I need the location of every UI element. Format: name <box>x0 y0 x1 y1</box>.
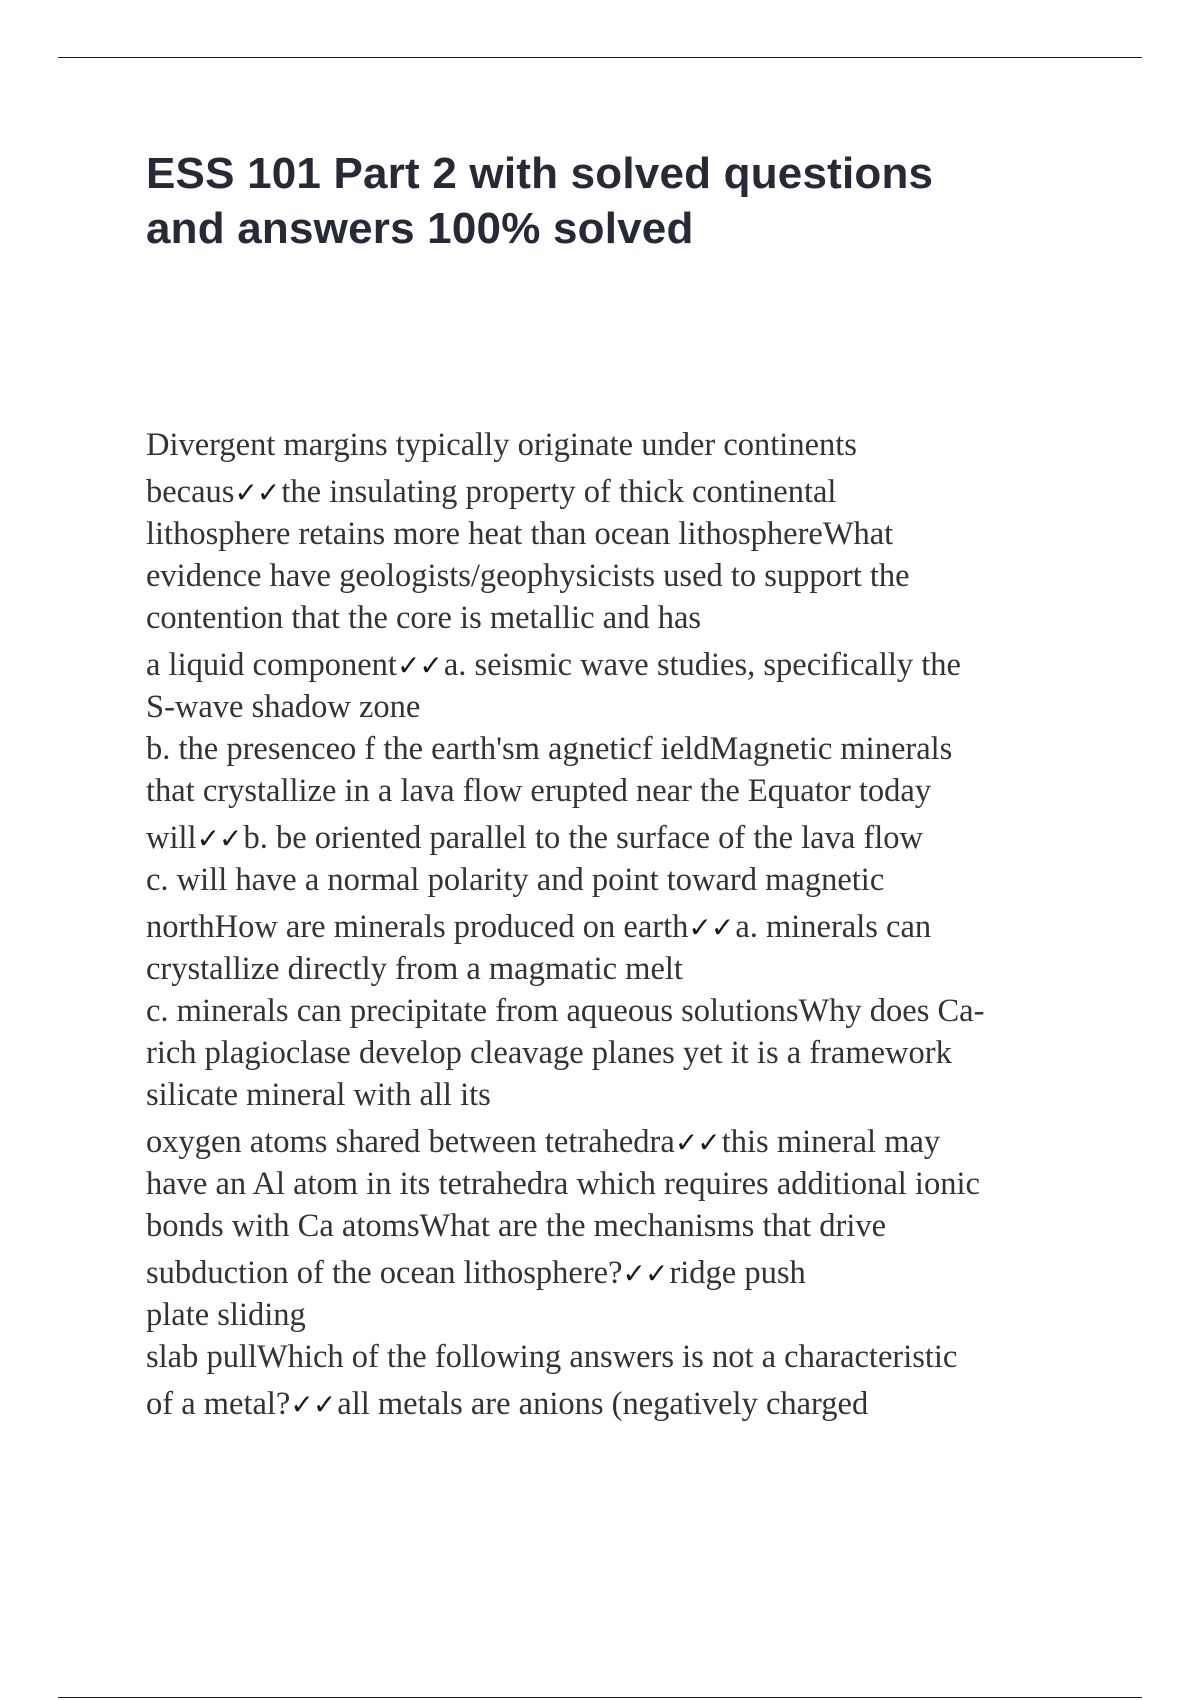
body-line <box>146 597 1106 639</box>
text-run: b. be oriented parallel to the surface of the lava flow <box>243 820 923 856</box>
body-line <box>146 686 1106 728</box>
text-run: Divergent margins typically originate under continents <box>146 427 857 463</box>
body-line <box>146 990 1106 1032</box>
top-rule <box>58 57 1142 58</box>
text-run: have an Al atom in its tetrahedra which requires additional ionic <box>146 1166 980 1202</box>
text-run: S-wave shadow zone <box>146 689 421 725</box>
bottom-rule <box>58 1697 1142 1698</box>
text-run: c. will have a normal polarity and point toward magnetic <box>146 862 885 898</box>
body-line <box>146 728 1106 770</box>
body-line <box>146 1378 1106 1425</box>
check-mark-icon: ✓✓ <box>234 476 280 509</box>
body-line <box>146 1294 1106 1336</box>
body-line <box>146 466 1106 513</box>
body-line <box>146 1032 1106 1074</box>
body-line <box>146 859 1106 901</box>
check-mark-icon: ✓✓ <box>622 1257 668 1290</box>
text-run: bonds with Ca atomsWhat are the mechanisms that drive <box>146 1208 887 1244</box>
text-run: becaus <box>146 474 235 510</box>
body-line <box>146 1247 1106 1294</box>
check-mark-icon: ✓✓ <box>688 911 734 944</box>
check-mark-icon: ✓✓ <box>290 1388 336 1421</box>
body-line <box>146 770 1106 812</box>
text-run: lithosphere retains more heat than ocean lithosphereWhat <box>146 516 894 552</box>
text-run: that crystallize in a lava flow erupted near the Equator today <box>146 773 932 809</box>
text-run: subduction of the ocean lithosphere? <box>146 1255 623 1291</box>
body-line <box>146 555 1106 597</box>
body-line <box>146 513 1106 555</box>
document-title <box>146 146 1096 256</box>
text-run: will <box>146 820 197 856</box>
body-line <box>146 639 1106 686</box>
text-run: plate sliding <box>146 1297 306 1333</box>
text-run: oxygen atoms shared between tetrahedra <box>146 1124 675 1160</box>
body-line <box>146 901 1106 948</box>
text-run: the insulating property of thick continental <box>281 474 837 510</box>
document-body <box>146 424 1106 1425</box>
text-run: crystallize directly from a magmatic melt <box>146 951 683 987</box>
text-run: a. minerals can <box>735 909 932 945</box>
body-line <box>146 1336 1106 1378</box>
text-run: evidence have geologists/geophysicists used to support the <box>146 558 910 594</box>
body-line <box>146 812 1106 859</box>
text-run: slab pullWhich of the following answers is not a characteristic <box>146 1339 958 1375</box>
body-line <box>146 1205 1106 1247</box>
check-mark-icon: ✓✓ <box>196 822 242 855</box>
body-line <box>146 1163 1106 1205</box>
text-run: contention that the core is metallic and has <box>146 600 702 636</box>
body-line <box>146 1116 1106 1163</box>
text-run: ridge push <box>669 1255 806 1291</box>
body-line <box>146 424 1106 466</box>
check-mark-icon: ✓✓ <box>674 1126 720 1159</box>
body-line <box>146 948 1106 990</box>
text-run: silicate mineral with all its <box>146 1077 491 1113</box>
check-mark-icon: ✓✓ <box>396 649 442 682</box>
title-line-1: ESS 101 Part 2 with solved questions <box>146 149 934 198</box>
text-run: a liquid component <box>146 647 397 683</box>
text-run: a. seismic wave studies, specifically the <box>443 647 961 683</box>
text-run: all metals are anions (negatively charged <box>337 1386 869 1422</box>
text-run: of a metal? <box>146 1386 291 1422</box>
text-run: b. the presenceo f the earth'sm agneticf ieldMagnetic minerals <box>146 731 953 767</box>
text-run: northHow are minerals produced on earth <box>146 909 689 945</box>
text-run: rich plagioclase develop cleavage planes yet it is a framework <box>146 1035 952 1071</box>
body-line <box>146 1074 1106 1116</box>
title-line-2: and answers 100% solved <box>146 204 694 253</box>
text-run: this mineral may <box>721 1124 941 1160</box>
text-run: c. minerals can precipitate from aqueous solutionsWhy does Ca- <box>146 993 985 1029</box>
